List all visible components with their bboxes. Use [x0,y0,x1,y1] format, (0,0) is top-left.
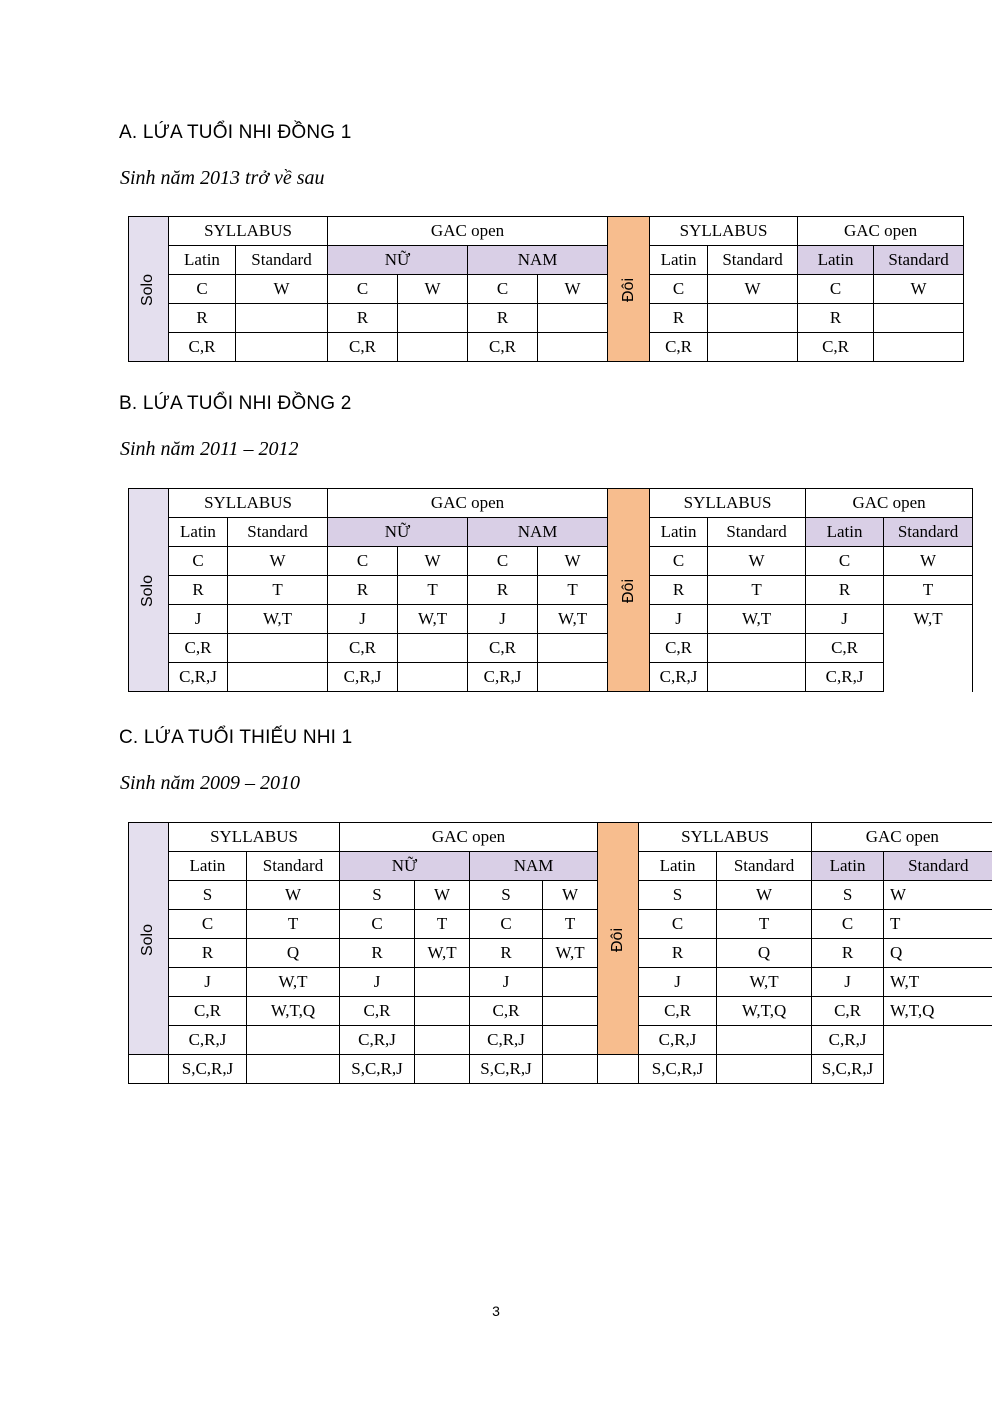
table-cell [398,634,468,663]
table-cell [543,1026,598,1055]
table-cell: T [538,576,608,605]
table-cell: C,R,J [812,1026,884,1055]
table-cell: C,R [169,997,247,1026]
table-cell [543,1055,598,1084]
table-cell: R [340,939,415,968]
table-cell: R [470,939,543,968]
table-cell: W [543,881,598,910]
table-cell: W,T [538,605,608,634]
table-cell [247,1026,340,1055]
table-cell: S,C,R,J [340,1055,415,1084]
table-cell: R [798,304,874,333]
table-cell [717,1026,812,1055]
table-cell: W [538,275,608,304]
table-cell: C [169,547,228,576]
table-cell: J [470,968,543,997]
table-cell: R [639,939,717,968]
table-cell [538,304,608,333]
table-cell: C [328,275,398,304]
table-cell: C [340,910,415,939]
table-cell: W [884,547,973,576]
table-row [129,881,992,910]
table-cell: T [708,576,806,605]
nu-header: NỮ [340,852,470,881]
section-c-subtitle: Sinh năm 2009 – 2010 [120,772,300,794]
table-cell: W [247,881,340,910]
table-cell: T [415,910,470,939]
gac-open-header: GAC open [806,489,973,518]
table-cell [884,1055,992,1084]
latin-header: Latin [169,852,247,881]
table-cell: S,C,R,J [470,1055,543,1084]
table-row [129,634,973,663]
section-b-subtitle: Sinh năm 2011 – 2012 [120,438,299,460]
table-cell: J [328,605,398,634]
table-cell: W,T [543,939,598,968]
syllabus-header: SYLLABUS [650,489,806,518]
table-cell [415,1055,470,1084]
table-cell: C [798,275,874,304]
table-cell: T [884,576,973,605]
latin-header: Latin [169,246,236,275]
table-cell: R [328,576,398,605]
table-cell: W,T [708,605,806,634]
table-row [129,939,992,968]
table-cell: W,T [884,605,973,634]
gac-open-header: GAC open [328,217,608,246]
table-cell: W,T,Q [717,997,812,1026]
section-a-table [128,216,964,362]
syllabus-header: SYLLABUS [169,823,340,852]
table-cell [398,333,468,362]
table-cell: C,R [340,997,415,1026]
table-cell: C [812,910,884,939]
standard-header: Standard [708,246,798,275]
latin-header: Latin [798,246,874,275]
table-cell [129,1055,169,1084]
gac-open-header: GAC open [798,217,964,246]
table-cell: C,R [650,333,708,362]
table-cell: C,R,J [169,663,228,692]
table-cell: R [468,576,538,605]
standard-header: Standard [717,852,812,881]
table-cell: W [415,881,470,910]
latin-header: Latin [806,518,884,547]
standard-header: Standard [708,518,806,547]
table-cell [708,663,806,692]
section-b-table [128,488,973,692]
table-cell: W,T [884,968,992,997]
table-cell: C,R [468,634,538,663]
standard-header: Standard [236,246,328,275]
table-cell: W [398,275,468,304]
table-cell: C [468,275,538,304]
table-cell: C,R [470,997,543,1026]
table-cell: C,R [639,997,717,1026]
syllabus-header: SYLLABUS [169,217,328,246]
table-row [129,576,973,605]
table-cell: W [236,275,328,304]
table-cell: W [398,547,468,576]
table-cell: W,T,Q [884,997,992,1026]
table-cell: S [812,881,884,910]
table-cell: W [538,547,608,576]
nu-header: NỮ [328,518,468,547]
table-cell [884,1026,992,1055]
table-cell: C [806,547,884,576]
table-cell [874,333,964,362]
doi-label: Đôi [608,489,650,692]
table-cell: C,R [798,333,874,362]
table-cell [415,1026,470,1055]
solo-label: Solo [129,489,169,692]
table-cell: C,R [169,333,236,362]
table-cell [598,1055,639,1084]
table-row [129,968,992,997]
table-cell: R [169,304,236,333]
table-cell: R [468,304,538,333]
table-cell: S [169,881,247,910]
table-cell: C,R,J [169,1026,247,1055]
table-cell: R [806,576,884,605]
table-cell: W,T [415,939,470,968]
table-cell: Q [717,939,812,968]
standard-header: Standard [228,518,328,547]
table-cell: W [708,547,806,576]
table-cell: R [169,939,247,968]
page-number: 3 [492,1303,500,1319]
table-cell: C [650,547,708,576]
table-cell: S [470,881,543,910]
table-cell: R [650,304,708,333]
latin-header: Latin [169,518,228,547]
table-cell: C,R [169,634,228,663]
syllabus-header: SYLLABUS [639,823,812,852]
table-cell [538,663,608,692]
syllabus-header: SYLLABUS [169,489,328,518]
table-cell: Q [884,939,992,968]
table-cell: W,T [247,968,340,997]
table-cell: C,R,J [639,1026,717,1055]
table-cell [708,333,798,362]
table-cell [228,663,328,692]
table-row [129,275,964,304]
table-cell: C,R [812,997,884,1026]
table-cell: S,C,R,J [812,1055,884,1084]
table-row [129,997,992,1026]
table-cell: S,C,R,J [639,1055,717,1084]
table-cell: C,R [468,333,538,362]
table-cell: W [228,547,328,576]
table-cell: S [340,881,415,910]
table-cell: J [340,968,415,997]
standard-header: Standard [884,852,992,881]
section-a-heading: A. LỨA TUỔI NHI ĐỒNG 1 [119,122,352,143]
nam-header: NAM [470,852,598,881]
table-cell: W [708,275,798,304]
section-a-subtitle: Sinh năm 2013 trở về sau [120,167,325,189]
latin-header: Latin [812,852,884,881]
latin-header: Latin [650,518,708,547]
solo-label: Solo [129,217,169,362]
table-row [129,1055,992,1084]
table-cell: W [874,275,964,304]
table-cell: Q [247,939,340,968]
table-cell: T [717,910,812,939]
table-cell: T [228,576,328,605]
table-cell: W,T [398,605,468,634]
table-cell: C [169,910,247,939]
table-cell [236,333,328,362]
table-cell [884,634,973,663]
table-cell: C [650,275,708,304]
table-cell: J [639,968,717,997]
table-cell: R [812,939,884,968]
solo-label: Solo [129,823,169,1055]
table-cell: W,T [228,605,328,634]
table-cell: J [650,605,708,634]
table-cell [415,997,470,1026]
table-cell: R [650,576,708,605]
table-cell: J [468,605,538,634]
table-cell: C [639,910,717,939]
table-cell: W,T [717,968,812,997]
table-cell: C [470,910,543,939]
table-row [129,910,992,939]
doi-label: Đôi [598,823,639,1055]
table-row [129,1026,992,1055]
table-cell: C [328,547,398,576]
latin-header: Latin [639,852,717,881]
table-cell [884,663,973,692]
table-cell [543,968,598,997]
table-cell: C,R [328,333,398,362]
latin-header: Latin [650,246,708,275]
table-cell: J [806,605,884,634]
table-row [129,304,964,333]
table-cell [398,663,468,692]
table-cell: C [468,547,538,576]
gac-open-header: GAC open [812,823,992,852]
table-cell: J [812,968,884,997]
table-cell: C,R,J [806,663,884,692]
table-cell [717,1055,812,1084]
table-cell: W [884,881,992,910]
table-cell: T [398,576,468,605]
table-cell [874,304,964,333]
table-cell [708,634,806,663]
nu-header: NỮ [328,246,468,275]
table-cell: C,R [328,634,398,663]
table-cell: W [717,881,812,910]
table-cell: T [247,910,340,939]
table-cell: J [169,605,228,634]
table-cell: C,R,J [340,1026,415,1055]
nam-header: NAM [468,246,608,275]
table-row [129,333,964,362]
syllabus-header: SYLLABUS [650,217,798,246]
table-cell [236,304,328,333]
section-c-table [128,822,992,1084]
table-cell [538,333,608,362]
table-cell: R [328,304,398,333]
table-cell [247,1055,340,1084]
standard-header: Standard [247,852,340,881]
table-row [129,663,973,692]
table-cell: C,R,J [468,663,538,692]
table-cell: S,C,R,J [169,1055,247,1084]
table-cell [543,997,598,1026]
table-row [129,547,973,576]
table-cell: C,R [650,634,708,663]
table-cell: C,R,J [328,663,398,692]
gac-open-header: GAC open [328,489,608,518]
table-cell: C,R [806,634,884,663]
section-b-heading: B. LỨA TUỔI NHI ĐỒNG 2 [119,393,352,414]
table-cell: C,R,J [650,663,708,692]
table-cell: W,T,Q [247,997,340,1026]
nam-header: NAM [468,518,608,547]
table-row [129,605,973,634]
table-cell [398,304,468,333]
table-cell: R [169,576,228,605]
table-cell: C [169,275,236,304]
table-cell: J [169,968,247,997]
table-cell [538,634,608,663]
table-cell [415,968,470,997]
table-cell [228,634,328,663]
standard-header: Standard [884,518,973,547]
table-cell: C,R,J [470,1026,543,1055]
gac-open-header: GAC open [340,823,598,852]
standard-header: Standard [874,246,964,275]
table-cell: T [884,910,992,939]
table-cell [708,304,798,333]
doi-label: Đôi [608,217,650,362]
section-c-heading: C. LỨA TUỔI THIẾU NHI 1 [119,727,353,748]
table-cell: T [543,910,598,939]
table-cell: S [639,881,717,910]
